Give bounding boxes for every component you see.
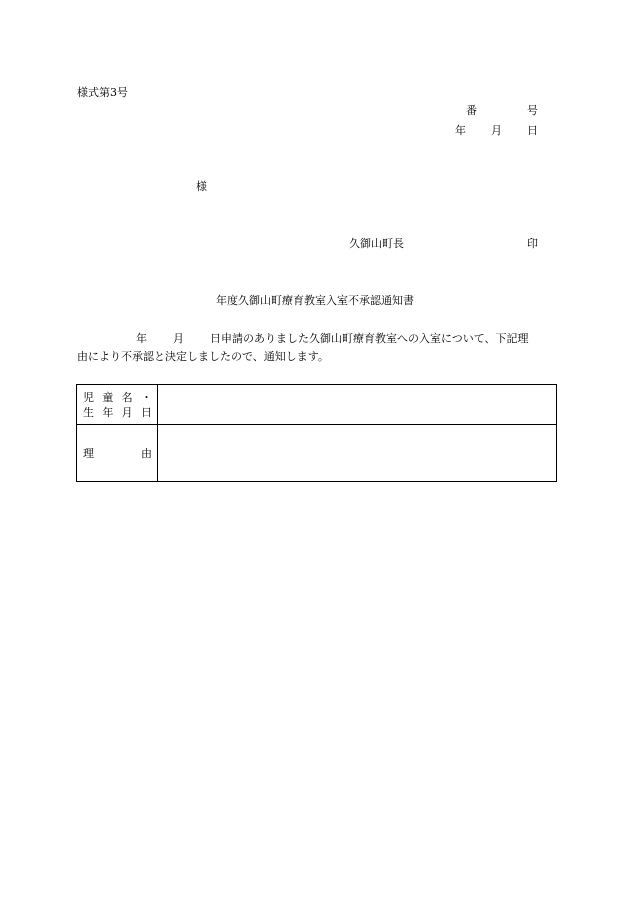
child-name-birthdate-label [77,385,158,425]
child-name-birthdate-value [158,385,557,425]
date-line [455,125,538,136]
doc-number-go: 号 [527,104,538,117]
addressee-honorific: 様 [196,180,207,193]
document-number-line [466,105,538,116]
label-line-1 [77,390,157,405]
label-char: ・ [140,390,152,404]
form-number: 様式第3号 [77,86,128,99]
body-month: 月 [173,332,184,345]
label-line-2 [77,405,157,420]
label-char: 理 [83,446,94,460]
label-char: 名 [121,390,133,404]
label-char: 生 [83,405,94,419]
info-table [76,384,557,482]
issuer-line [349,238,538,249]
date-day: 日 [527,124,538,137]
table-row-reason [77,425,557,482]
body-line-1 [136,333,529,344]
label-char: 月 [121,405,133,419]
reason-value [158,425,557,482]
label-char: 由 [141,446,152,460]
seal-mark: 印 [527,237,538,250]
table-row-child-name [77,385,557,425]
document-title: 年度久御山町療育教室入室不承認通知書 [216,294,414,307]
label-char: 児 [83,390,94,404]
reason-label [77,425,158,482]
date-year: 年 [455,124,466,137]
reason-label-line [77,446,157,461]
doc-number-ban: 番 [466,104,477,117]
body-line-2: 由により不承認と決定しましたので、通知します。 [77,350,329,363]
label-char: 年 [102,405,114,419]
label-char: 童 [102,390,114,404]
body-year: 年 [136,332,147,345]
date-month: 月 [491,124,502,137]
label-char: 日 [140,405,152,419]
issuer-name: 久御山町長 [349,237,404,250]
body-day-text: 日申請のありました久御山町療育教室への入室について、下記理 [210,332,529,345]
